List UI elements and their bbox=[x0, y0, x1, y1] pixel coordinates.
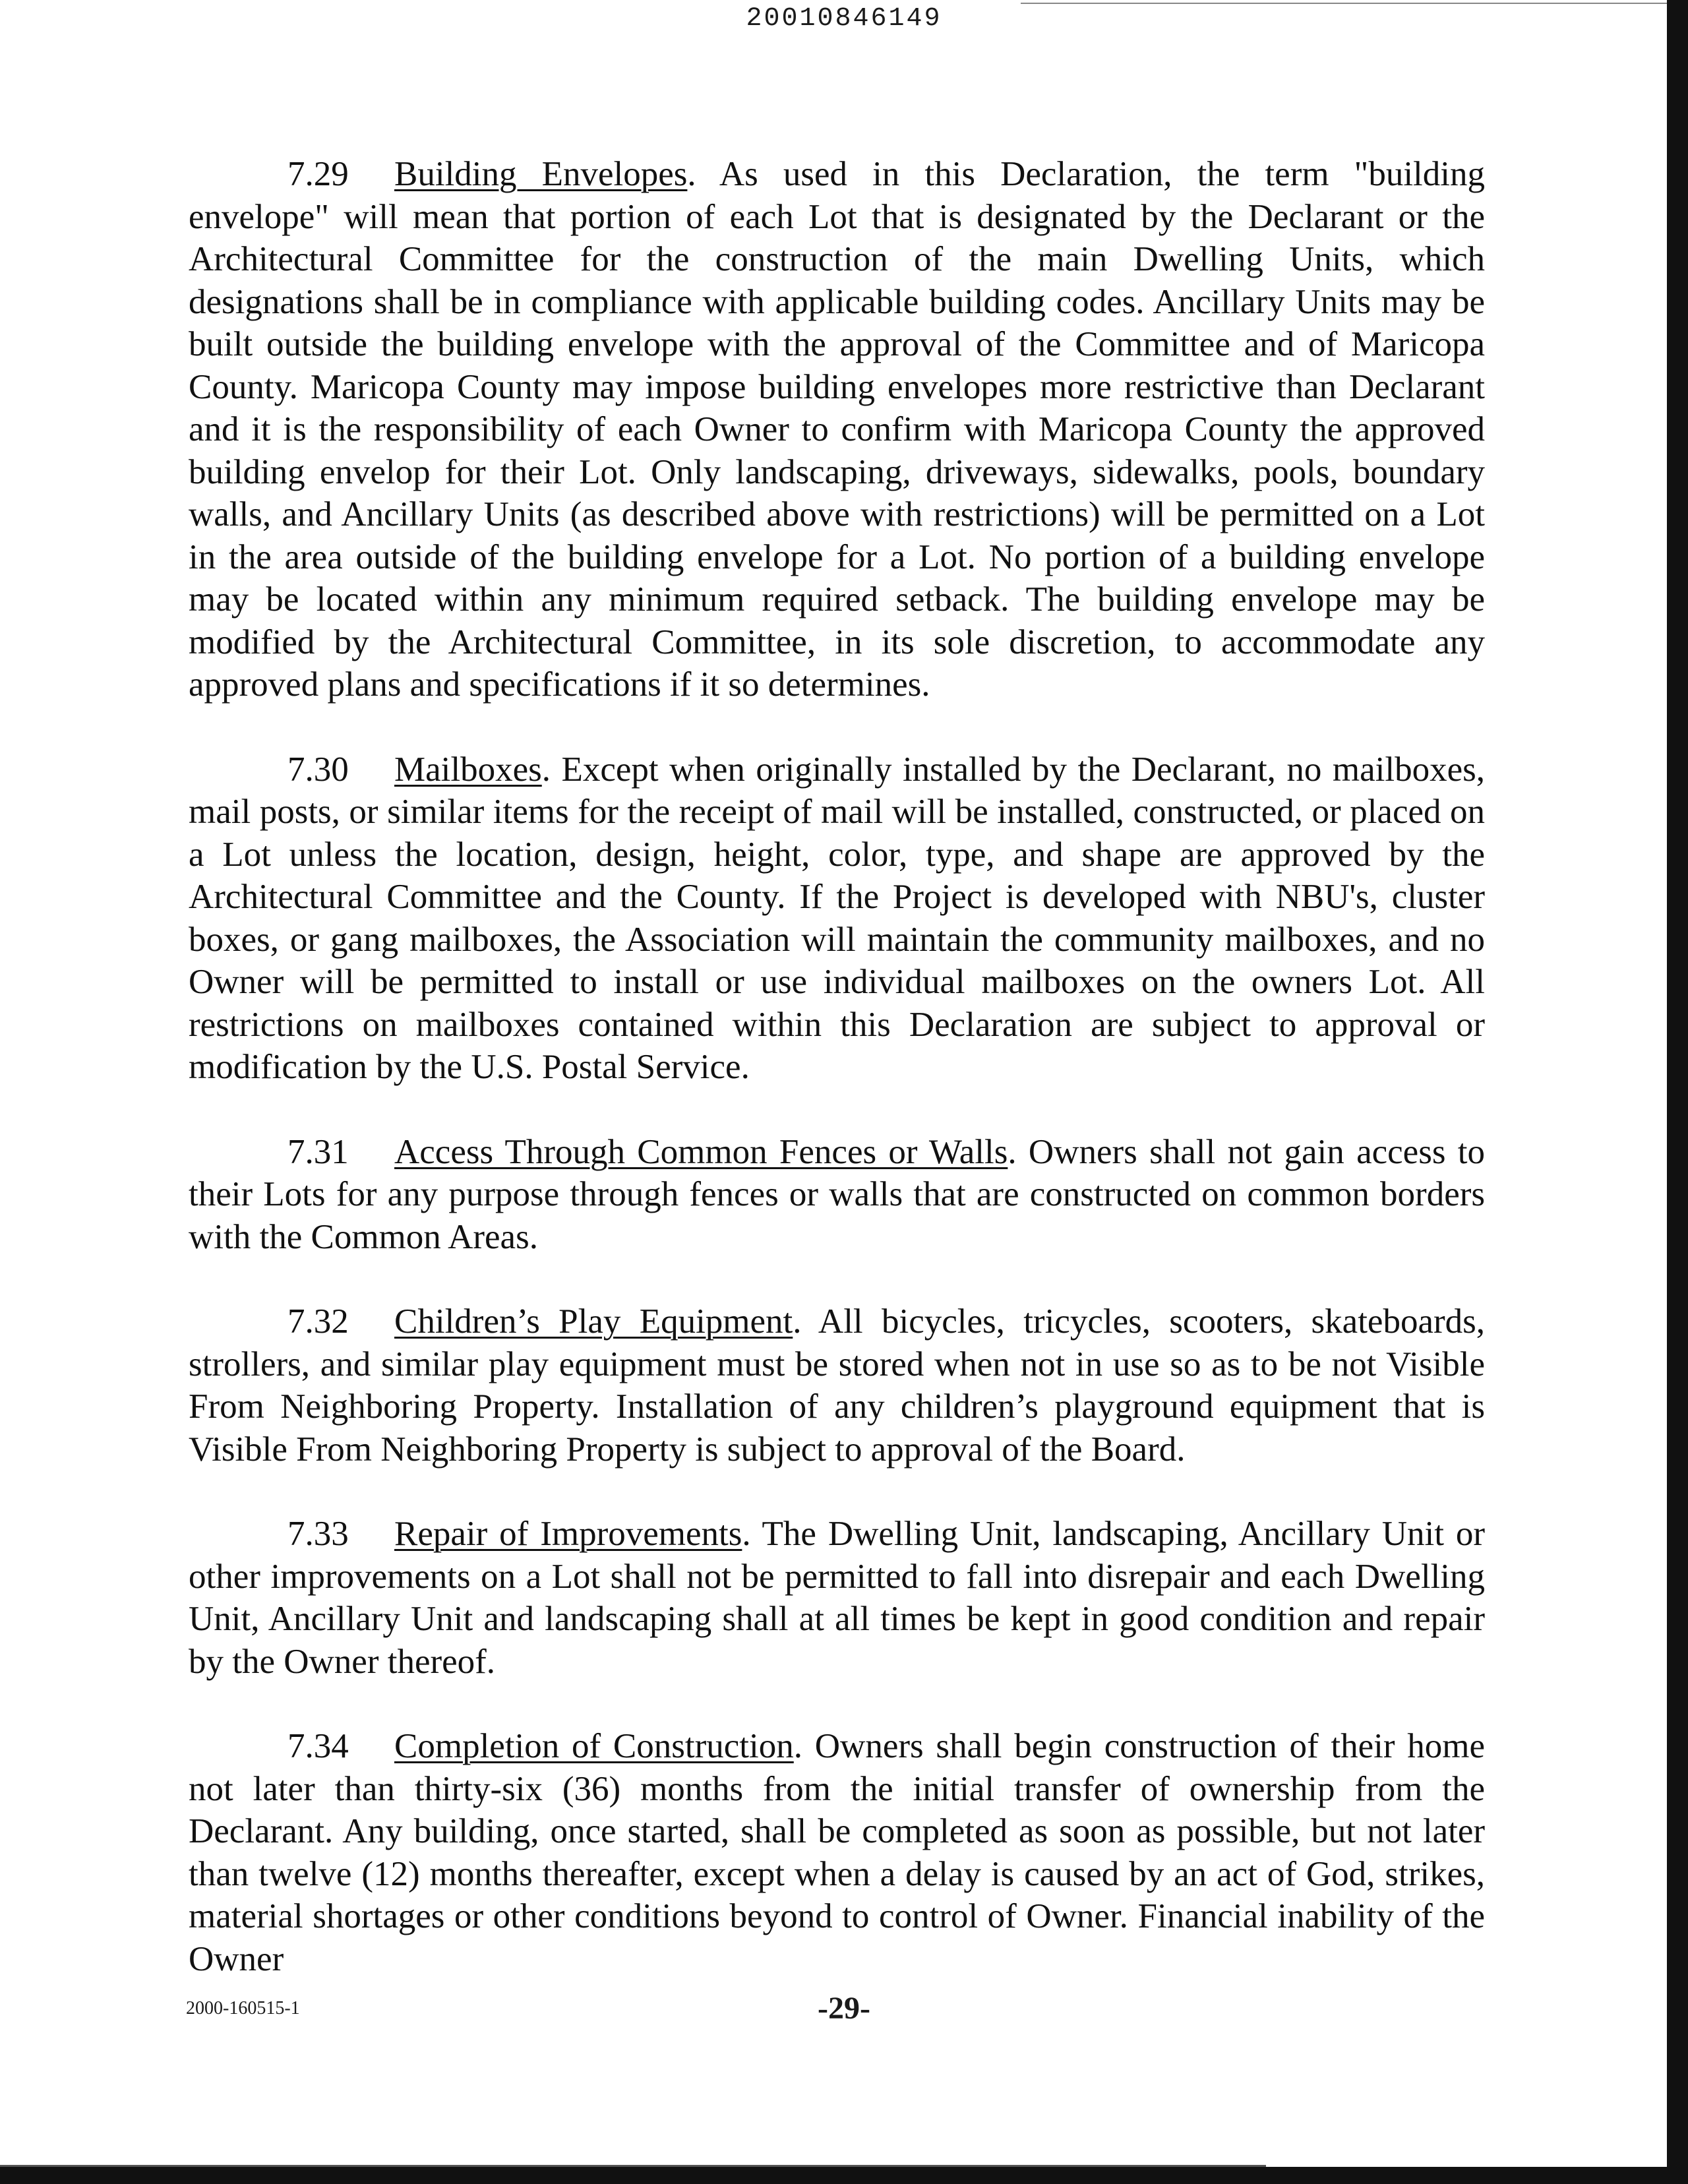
section-heading: Mailboxes bbox=[394, 750, 542, 789]
document-body bbox=[189, 153, 1485, 2022]
section-number: 7.34 bbox=[287, 1727, 349, 1765]
section-7-29 bbox=[189, 153, 1485, 706]
section-7-32 bbox=[189, 1300, 1485, 1471]
section-body: . Except when originally installed by the Declarant, no mailboxes, mail posts, or similar items for the receipt of mail will be installed, constructed, or placed on a Lot unless the location, design, height, color, type, and shape are approved by the Architectural Committee and the County. If the Project is developed with NBU's, cluster boxes, or gang mailboxes, the Association will maintain the community mailboxes, and no Owner will be permitted to install or use individual mailboxes on the owners Lot. All restrictions on mailboxes contained within this Declaration are subject to approval or modification by the U.S. Postal Service. bbox=[189, 750, 1485, 1086]
page-number: -29- bbox=[818, 1991, 870, 2026]
section-heading: Access Through Common Fences or Walls bbox=[394, 1132, 1008, 1171]
section-7-33 bbox=[189, 1513, 1485, 1683]
footer-document-code: 2000-160515-1 bbox=[186, 1998, 300, 2018]
recording-number: 20010846149 bbox=[746, 4, 942, 34]
right-scan-border bbox=[1667, 0, 1688, 2184]
section-body: . All bicycles, tricycles, scooters, skateboards, strollers, and similar play equipment must be stored when not in use so as to be not Visible From Neighboring Property. Installation of any children’s playground equipment that is Visible From Neighboring Property is subject to approval of the Board. bbox=[189, 1302, 1486, 1469]
section-number: 7.33 bbox=[287, 1515, 349, 1553]
section-7-34 bbox=[189, 1725, 1485, 1980]
section-number: 7.31 bbox=[287, 1132, 349, 1171]
section-number: 7.30 bbox=[287, 750, 349, 789]
section-body: . Owners shall not gain access to their Lots for any purpose through fences or walls that are constructed on common borders with the Common Areas. bbox=[189, 1132, 1485, 1256]
section-number: 7.32 bbox=[287, 1302, 349, 1341]
section-body: . Owners shall begin construction of their home not later than thirty-six (36) months from the initial transfer of ownership from the Declarant. Any building, once started, shall be completed as soon as possible, but not later than twelve (12) months thereafter, except when a delay is caused by an act of God, strikes, material shortages or other conditions beyond to control of Owner. Financial inability of the Owner bbox=[189, 1727, 1486, 1978]
section-body: . As used in this Declaration, the term "building envelope" will mean that portion of each Lot that is designated by the Declarant or the Architectural Committee for the construction of the main Dwelling Units, which designations shall be in compliance with applicable building codes. Ancillary Units may be built outside the building envelope with the approval of the Committee and of Maricopa County. Maricopa County may impose building envelopes more restrictive than Declarant and it is the responsibility of each Owner to confirm with Maricopa County the approved building envelop for their Lot. Only landscaping, driveways, sidewalks, pools, boundary walls, and Ancillary Units (as described above with restrictions) will be permitted on a Lot in the area outside of the building envelope for a Lot. No portion of a building envelope may be located within any minimum required setback. The building envelope may be modified by the Architectural Committee, in its sole discretion, to accommodate any approved plans and specifications if it so determines. bbox=[189, 155, 1485, 704]
section-heading: Completion of Construction bbox=[394, 1727, 794, 1765]
section-heading: Building Envelopes bbox=[394, 155, 688, 193]
section-7-31 bbox=[189, 1131, 1485, 1259]
section-number: 7.29 bbox=[287, 155, 349, 193]
section-heading: Repair of Improvements bbox=[394, 1515, 742, 1553]
section-body: . The Dwelling Unit, landscaping, Ancillary Unit or other improvements on a Lot shall not be permitted to fall into disrepair and each Dwelling Unit, Ancillary Unit and landscaping shall at all times be kept in good condition and repair by the Owner thereof. bbox=[189, 1515, 1485, 1681]
section-heading: Children’s Play Equipment bbox=[394, 1302, 793, 1341]
section-7-30 bbox=[189, 748, 1485, 1089]
bottom-scan-border bbox=[0, 2167, 1688, 2184]
